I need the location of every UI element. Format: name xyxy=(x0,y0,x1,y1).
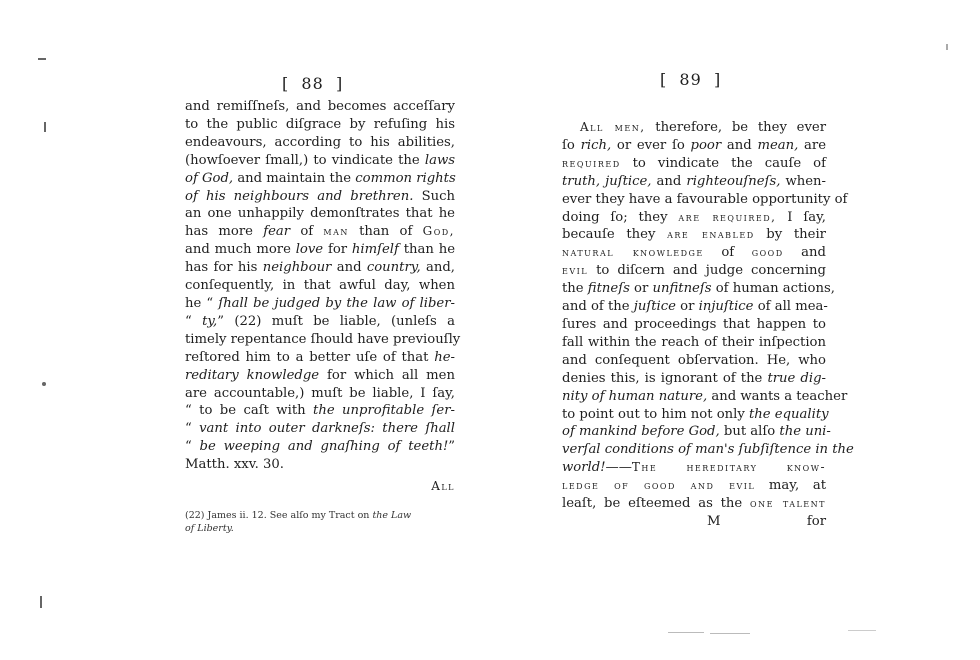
text-line xyxy=(562,262,826,280)
text-run: than he xyxy=(398,242,455,258)
text-line xyxy=(562,423,831,441)
text-run: of xyxy=(703,245,752,261)
text-run: and xyxy=(331,260,367,276)
text-run: has more xyxy=(185,224,264,240)
text-line xyxy=(185,188,455,206)
text-run: of all mea- xyxy=(753,299,828,315)
text-line xyxy=(562,352,826,370)
text-line xyxy=(562,477,826,495)
text-line xyxy=(562,244,826,262)
text-run: “ xyxy=(185,421,200,437)
text-line xyxy=(562,280,835,298)
right-page xyxy=(490,0,980,660)
italic-run: country, xyxy=(366,260,421,276)
text-run: to diſcern and judge concerning xyxy=(588,263,826,279)
small-caps-run: God, xyxy=(422,224,455,239)
signature-line xyxy=(562,513,826,531)
italic-run: injuſtice xyxy=(698,299,754,315)
text-run: Matth. xxv. 30. xyxy=(185,457,284,473)
text-line xyxy=(185,349,455,367)
italic-run: ſhall be judged by the law of liber- xyxy=(218,295,455,311)
italic-run: common rights xyxy=(355,170,456,186)
italic-run: himſelf xyxy=(351,242,399,258)
text-line xyxy=(562,209,826,227)
text-run: endeavours, according to his abilities, xyxy=(185,134,455,150)
small-caps-run: The hereditary know- xyxy=(631,460,826,475)
text-line xyxy=(185,385,455,403)
text-run: or xyxy=(675,299,699,315)
small-caps-run: ledge of good and evil xyxy=(562,478,756,493)
scan-mark xyxy=(42,382,46,386)
small-caps-run: are enabled xyxy=(667,227,755,242)
text-run: to point out to him not only xyxy=(562,406,749,422)
italic-run: of his neighbours and brethren. xyxy=(185,188,414,204)
italic-run: world! xyxy=(562,460,606,476)
italic-run: vant into outer darkneſs: there ſhall xyxy=(199,421,455,437)
text-run: the xyxy=(562,281,588,297)
italic-run: fitneſs xyxy=(587,281,630,297)
italic-run: verſal conditions of man's ſubſiſtence in the xyxy=(562,442,854,458)
text-line xyxy=(185,241,455,259)
italic-run: be weeping and gnaſhing of teeth! xyxy=(199,439,449,455)
text-run: ” xyxy=(448,439,455,455)
text-run: for which all men xyxy=(319,367,455,383)
text-run: denies this, is ignorant of the xyxy=(562,370,768,386)
italic-run: nity of human nature, xyxy=(562,388,708,404)
text-run: “ xyxy=(185,313,203,329)
page-body-text xyxy=(562,119,854,531)
text-line xyxy=(562,370,826,388)
text-line xyxy=(562,441,854,459)
italic-run: reditary knowledge xyxy=(185,367,320,383)
text-line xyxy=(562,173,826,191)
text-line xyxy=(562,388,848,406)
text-run: fall within the reach of their inſpection xyxy=(562,334,826,350)
italic-run: ty, xyxy=(202,313,218,329)
text-run: doing ſo; they xyxy=(562,209,679,225)
small-caps-run: natural knowledge xyxy=(562,245,704,260)
text-run: conſequently, in that awful day, when xyxy=(185,278,455,294)
text-run: are accountable,) muſt be liable, I ſay, xyxy=(185,385,455,401)
text-run: and conſequent obſervation. He, who xyxy=(562,352,826,368)
small-caps-run: are required, xyxy=(678,209,777,224)
text-line xyxy=(562,155,826,173)
text-run: timely repentance ſhould have previouſly xyxy=(185,331,461,347)
text-run: has for his xyxy=(185,260,263,276)
text-run: “ to be caſt with xyxy=(185,403,314,419)
scan-mark xyxy=(40,596,42,608)
text-line xyxy=(562,119,826,137)
text-run: “ xyxy=(185,439,200,455)
text-run: of human actions, xyxy=(711,281,835,297)
text-run: when- xyxy=(780,173,827,189)
text-line xyxy=(185,170,455,188)
text-run: to the public diſgrace by refuſing his xyxy=(185,116,455,132)
italic-run: laws xyxy=(424,152,455,168)
scan-mark xyxy=(668,632,704,633)
italic-run: the uni- xyxy=(779,424,831,440)
text-run: an one unhappily demonſtrates that he xyxy=(185,206,455,222)
small-caps-run: good xyxy=(751,245,784,260)
text-line xyxy=(562,316,826,334)
scan-mark xyxy=(38,58,46,60)
text-run: and xyxy=(721,137,758,153)
text-line xyxy=(185,116,455,134)
text-run: —— xyxy=(605,460,632,476)
text-run: by their xyxy=(754,227,826,243)
text-line xyxy=(185,98,455,116)
catchword-text: All xyxy=(431,479,455,494)
text-line xyxy=(185,313,455,331)
text-run: becauſe they xyxy=(562,227,668,243)
text-run: are xyxy=(798,137,827,153)
italic-run: mean, xyxy=(757,137,799,153)
text-run: and xyxy=(783,245,826,261)
text-line xyxy=(185,295,455,313)
text-line xyxy=(185,277,455,295)
text-line xyxy=(562,459,826,477)
italic-run: truth, juſtice, xyxy=(562,173,652,189)
text-run: and of the xyxy=(562,299,634,315)
footnote-italic-title: the Law xyxy=(372,510,412,521)
page-number: [ 88 ] xyxy=(282,74,344,93)
text-run: or ever ſo xyxy=(611,137,691,153)
footnote-text: (22) James ii. 12. See alſo my Tract on xyxy=(185,510,373,521)
text-line xyxy=(562,226,826,244)
text-run: he “ xyxy=(185,295,219,311)
text-line xyxy=(185,205,455,223)
italic-run: of mankind before God, xyxy=(562,424,720,440)
text-run: Such xyxy=(413,188,455,204)
catchword: for xyxy=(806,513,826,529)
text-run: and, xyxy=(420,260,455,276)
italic-run: rich, xyxy=(580,137,612,153)
text-line xyxy=(562,298,826,316)
text-run: and xyxy=(651,173,687,189)
page-number: [ 89 ] xyxy=(660,70,722,89)
text-run: may, at xyxy=(755,478,826,494)
text-run: than of xyxy=(348,224,423,240)
footnote xyxy=(185,510,455,535)
italic-run: love xyxy=(295,242,324,258)
text-run: ” (22) muſt be liable, (unleſs a xyxy=(217,313,455,329)
small-caps-run: evil xyxy=(562,263,589,278)
scan-mark xyxy=(710,633,750,634)
italic-run: unfitneſs xyxy=(652,281,712,297)
signature-mark: M xyxy=(707,513,721,529)
text-line xyxy=(185,420,455,438)
italic-run: righteouſneſs, xyxy=(686,173,781,189)
text-run: I ſay, xyxy=(776,209,827,225)
text-run: or xyxy=(629,281,653,297)
text-run: and remiſſneſs, and becomes acceſſary xyxy=(185,99,455,114)
footnote-italic-title-cont: of Liberty. xyxy=(185,522,234,534)
small-caps-run: required xyxy=(562,155,621,170)
italic-run: fear xyxy=(263,224,291,240)
text-line xyxy=(562,191,848,209)
small-caps-run: man xyxy=(323,224,349,239)
text-line xyxy=(562,334,826,352)
text-line xyxy=(185,152,455,170)
text-line xyxy=(562,495,826,513)
text-line xyxy=(562,406,829,424)
text-run: but alſo xyxy=(719,424,780,440)
text-line xyxy=(185,367,455,385)
text-run: and maintain the xyxy=(233,170,356,186)
text-run: and much more xyxy=(185,242,296,258)
italic-run: he- xyxy=(434,349,455,365)
text-run: reſtored him to a better uſe of that xyxy=(185,349,435,365)
text-run: (howſoever ſmall,) to vindicate the xyxy=(185,152,425,168)
text-run: ſures and proceedings that happen to xyxy=(562,316,826,332)
italic-run: juſtice xyxy=(633,299,676,315)
scan-mark xyxy=(848,630,876,631)
italic-run: the unprofitable ſer- xyxy=(313,403,455,419)
text-line xyxy=(185,456,455,474)
text-run: for xyxy=(323,242,352,258)
italic-run: the equality xyxy=(749,406,829,422)
text-line xyxy=(185,223,455,241)
small-caps-run: All men, xyxy=(580,120,646,134)
catchword xyxy=(185,478,455,496)
italic-run: of God, xyxy=(185,170,234,186)
italic-run: true dig- xyxy=(767,370,826,386)
text-run: leaſt, be eſteemed as the xyxy=(562,496,751,512)
text-line xyxy=(185,331,461,349)
text-line xyxy=(185,134,455,152)
scan-mark xyxy=(946,44,948,50)
text-run: and wants a teacher xyxy=(707,388,848,404)
small-caps-run: one talent xyxy=(750,496,826,511)
page-body-text xyxy=(185,98,461,496)
text-line xyxy=(562,137,826,155)
italic-run: neighbour xyxy=(262,260,332,276)
text-run: of xyxy=(290,224,324,240)
scan-mark xyxy=(44,122,46,132)
text-run: ſo xyxy=(562,137,581,153)
text-run: ever they have a favourable opportunity of xyxy=(562,191,848,207)
text-run: therefore, be they ever xyxy=(645,120,827,135)
text-run: to vindicate the cauſe of xyxy=(620,155,826,171)
italic-run: poor xyxy=(690,137,722,153)
text-line xyxy=(185,438,455,456)
text-line xyxy=(185,259,455,277)
text-line xyxy=(185,402,455,420)
